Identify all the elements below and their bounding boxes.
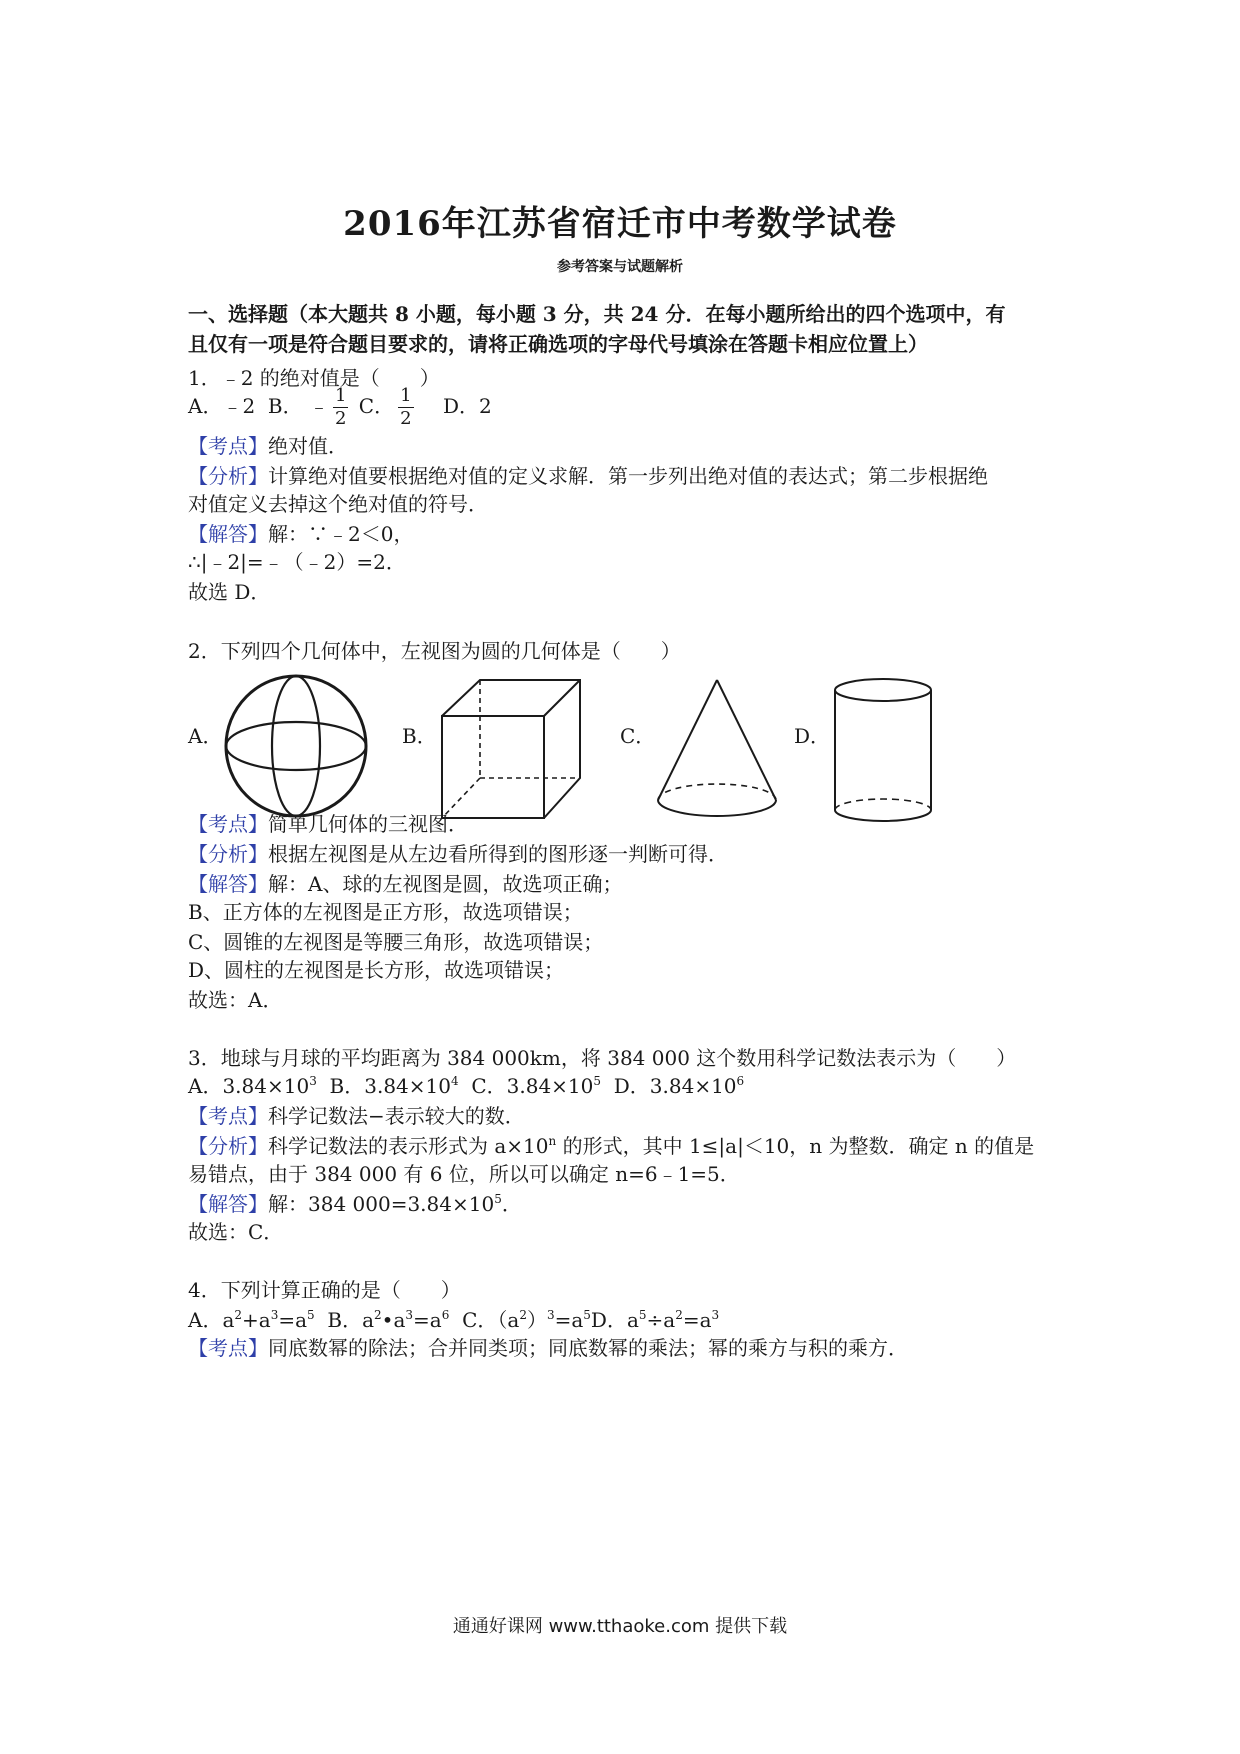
page-subtitle: 参考答案与试题解析	[557, 259, 683, 275]
q1-answer: 故选 D．	[188, 580, 271, 604]
kaodian-tag: 【考点】	[188, 434, 268, 458]
q1-option-d: D．2	[442, 394, 492, 418]
q3-fenxi	[188, 1132, 1034, 1160]
q1-option-c: C．	[358, 394, 395, 418]
section-heading-line1: 一、选择题（本大题共 8 小题，每小题 3 分，共 24 分．在每小题所给出的四个选项中，有	[188, 302, 1006, 326]
q1-option-b: B．	[267, 394, 303, 418]
jieda-tag: 【解答】	[188, 522, 268, 546]
cylinder-figure	[830, 676, 936, 828]
q1-kaodian	[188, 432, 348, 460]
q3-answer: 故选：C．	[188, 1220, 284, 1244]
q1-jieda	[188, 520, 413, 548]
q2-answer: 故选：A．	[188, 988, 283, 1012]
fraction-numerator: 1	[334, 385, 347, 406]
q2-jieda	[188, 870, 622, 898]
cube-figure	[436, 674, 586, 824]
q1-stem: 1．﹣2 的绝对值是（ ）	[188, 366, 440, 390]
q4-option-b: B．$a^2•a^3=a^6$	[327, 1308, 450, 1332]
jieda-text: 解：384 000=3.84×10	[268, 1192, 495, 1216]
q4-kaodian	[188, 1334, 908, 1362]
q2-option-d-label: D．	[794, 724, 831, 748]
page-title: 2016年江苏省宿迁市中考数学试卷	[343, 204, 897, 244]
fraction-denominator: 2	[400, 408, 412, 429]
q2-option-c-label: C．	[620, 724, 656, 748]
fenxi-tag: 【分析】	[188, 1134, 268, 1158]
q2-jieda-line2: B、正方体的左视图是正方形，故选项错误；	[188, 900, 583, 924]
jieda-text: 解：A、球的左视图是圆，故选项正确；	[268, 872, 623, 896]
q2-stem: 2．下列四个几何体中，左视图为圆的几何体是（ ）	[188, 639, 681, 663]
q1-option-a: A．﹣2	[188, 394, 256, 418]
q1-option-b-sign: ﹣	[308, 394, 329, 418]
q3-option-a: A．$3.84\times 10^3$	[188, 1074, 317, 1098]
q1-option-b-fraction	[333, 385, 348, 430]
q4-stem: 4．下列计算正确的是（ ）	[188, 1278, 461, 1302]
kaodian-tag: 【考点】	[188, 1336, 268, 1360]
q3-option-c: C．$3.84\times 10^5$	[471, 1074, 602, 1098]
fraction-denominator: 2	[334, 408, 347, 429]
q3-option-b: B．$3.84\times 10^4$	[329, 1074, 459, 1098]
jieda-tag: 【解答】	[188, 1192, 268, 1216]
q2-option-a-label: A．	[188, 724, 223, 748]
fenxi-text-cont: 的形式，其中 1≤|a|＜10，n 为整数．确定 n 的值是	[556, 1134, 1035, 1158]
sphere-figure	[222, 672, 370, 820]
cone-figure	[652, 676, 782, 824]
fenxi-text: 根据左视图是从左边看所得到的图形逐一判断可得．	[268, 842, 728, 866]
q3-fenxi-cont: 易错点，由于 384 000 有 6 位，所以可以确定 n=6﹣1=5．	[188, 1162, 740, 1186]
q3-stem: 3．地球与月球的平均距离为 384 000km，将 384 000 这个数用科学记数法表示为（ ）	[188, 1046, 1017, 1070]
q2-kaodian	[188, 810, 468, 838]
q2-jieda-line3: C、圆锥的左视图是等腰三角形，故选项错误；	[188, 930, 604, 954]
q3-option-d: D．$3.84\times 10^6$	[613, 1074, 745, 1098]
q2-jieda-line4: D、圆柱的左视图是长方形，故选项错误；	[188, 958, 565, 982]
exponent: n	[548, 1134, 557, 1148]
q2-fenxi	[188, 840, 728, 868]
fenxi-text: 计算绝对值要根据绝对值的定义求解．第一步列出绝对值的表达式；第二步根据绝	[268, 464, 988, 488]
exponent: 5	[494, 1192, 502, 1206]
kaodian-text: 简单几何体的三视图．	[268, 812, 468, 836]
jieda-text: 解：∵﹣2＜0，	[268, 522, 414, 546]
q1-option-c-fraction	[398, 385, 413, 430]
q4-options	[188, 1306, 719, 1334]
page-footer: 通通好课网 www.tthaoke.com 提供下载	[452, 1616, 788, 1637]
kaodian-text: 绝对值．	[268, 434, 348, 458]
kaodian-tag: 【考点】	[188, 812, 268, 836]
fenxi-tag: 【分析】	[188, 842, 268, 866]
section-heading-line2: 且仅有一项是符合题目要求的，请将正确选项的字母代号填涂在答题卡相应位置上）	[188, 332, 928, 356]
q4-option-c: C．$(a^2)^3=a^5$	[462, 1308, 591, 1332]
q1-options	[188, 382, 492, 430]
fenxi-tag: 【分析】	[188, 464, 268, 488]
q2-option-b-label: B．	[402, 724, 437, 748]
q3-kaodian	[188, 1102, 525, 1130]
kaodian-tag: 【考点】	[188, 1104, 268, 1128]
q3-options	[188, 1072, 744, 1100]
q1-fenxi	[188, 462, 988, 490]
fraction-numerator: 1	[400, 385, 412, 406]
kaodian-text: 同底数幂的除法；合并同类项；同底数幂的乘法；幂的乘方与积的乘方．	[268, 1336, 908, 1360]
fenxi-text: 科学记数法的表示形式为 a×10	[268, 1134, 549, 1158]
q4-option-a: A．$a^2+a^3=a^5$	[188, 1308, 315, 1332]
q1-fenxi-cont: 对值定义去掉这个绝对值的符号．	[188, 492, 488, 516]
q1-jieda-line2: ∴|﹣2|=﹣（﹣2）=2．	[188, 550, 406, 574]
kaodian-text: 科学记数法−表示较大的数．	[268, 1104, 525, 1128]
q4-option-d: D．$a^5\div a^2=a^3$	[590, 1308, 720, 1332]
jieda-text-end: ．	[501, 1192, 522, 1216]
jieda-tag: 【解答】	[188, 872, 268, 896]
q3-jieda	[188, 1190, 522, 1218]
